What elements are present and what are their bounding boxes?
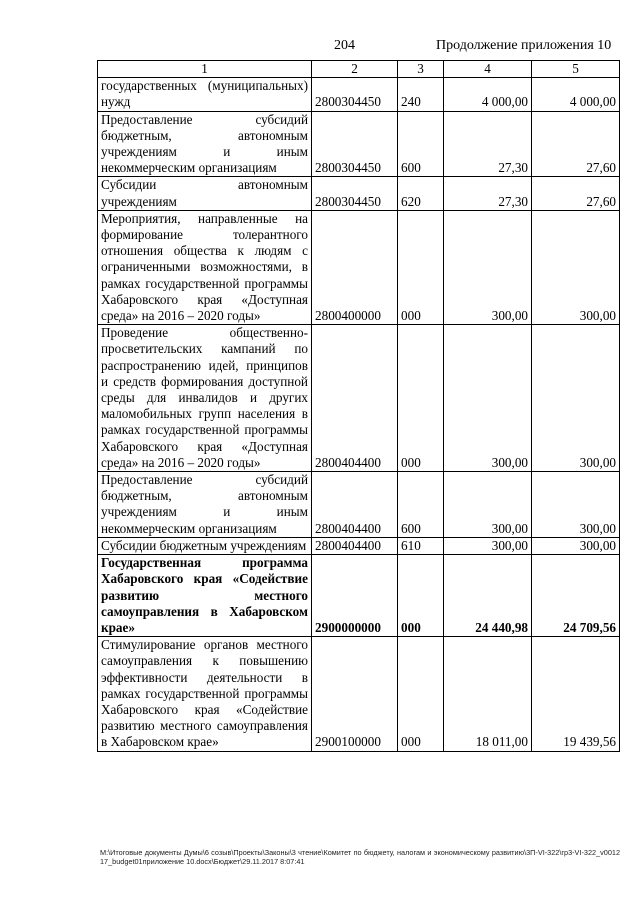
target-article-code-cell: 2800304450 <box>312 111 398 177</box>
table-header <box>98 61 620 78</box>
amount-year-2-cell: 19 439,56 <box>532 637 620 751</box>
target-article-code-cell: 2800404400 <box>312 325 398 472</box>
target-article-code-cell: 2900000000 <box>312 555 398 637</box>
column-header-3: 3 <box>398 61 444 78</box>
amount-year-2-cell: 4 000,00 <box>532 78 620 111</box>
expense-type-cell: 000 <box>398 325 444 472</box>
table-row <box>98 472 620 538</box>
amount-year-1-cell: 300,00 <box>444 210 532 324</box>
expense-type-cell: 000 <box>398 555 444 637</box>
row-name-cell: Стимулирование органов местного самоуправления к повышению эффективности деятельности в рамках государственной программы Хабаровского края «Содействие развитию местного самоуправления в Хабаровском крае» <box>98 637 312 751</box>
column-header-4: 4 <box>444 61 532 78</box>
column-header-2: 2 <box>312 61 398 78</box>
table-body <box>98 78 620 751</box>
row-name-cell: Субсидии автономным учреждениям <box>98 177 312 210</box>
column-header-5: 5 <box>532 61 620 78</box>
table-row <box>98 78 620 111</box>
amount-year-2-cell: 300,00 <box>532 537 620 554</box>
row-name-cell: Мероприятия, направленные на формирование толерантного отношения общества к людям с ограниченными возможностями, в рамках государственной программы Хабаровского края «Доступная среда» на 2016 – 2020 годы» <box>98 210 312 324</box>
amount-year-1-cell: 27,30 <box>444 177 532 210</box>
table-row <box>98 537 620 554</box>
amount-year-2-cell: 300,00 <box>532 325 620 472</box>
document-file-path: M:\Итоговые документы Думы\6 созыв\Проекты\Законы\3 чтение\Комитет по бюджету, налогам и экономическому развитию\3П-VI-322\гр3-VI-322_v001217_budget01приложение 10.docx\Бюджет\29.11.2017 8:07:41 <box>100 848 620 866</box>
expense-type-cell: 600 <box>398 111 444 177</box>
amount-year-1-cell: 24 440,98 <box>444 555 532 637</box>
table-row <box>98 111 620 177</box>
expense-type-cell: 000 <box>398 637 444 751</box>
amount-year-1-cell: 18 011,00 <box>444 637 532 751</box>
target-article-code-cell: 2800400000 <box>312 210 398 324</box>
amount-year-2-cell: 24 709,56 <box>532 555 620 637</box>
column-number-row <box>98 61 620 78</box>
table-row <box>98 177 620 210</box>
row-name-cell: Предоставление субсидий бюджетным, автономным учреждениям и иным некоммерческим организациям <box>98 111 312 177</box>
amount-year-2-cell: 300,00 <box>532 472 620 538</box>
row-name-cell: Проведение общественно-просветительских кампаний по распространению идей, принципов и средств формирования доступной среды для инвалидов и других маломобильных групп населения в рамках государственной программы Хабаровского края «Доступная среда» на 2016 – 2020 годы» <box>98 325 312 472</box>
target-article-code-cell: 2800404400 <box>312 537 398 554</box>
expense-type-cell: 600 <box>398 472 444 538</box>
expense-type-cell: 620 <box>398 177 444 210</box>
row-name-cell: Государственная программа Хабаровского края «Содействие развитию местного самоуправления в Хабаровском крае» <box>98 555 312 637</box>
table-row <box>98 210 620 324</box>
row-name-cell: государственных (муниципальных) нужд <box>98 78 312 111</box>
page-number: 204 <box>334 38 355 53</box>
target-article-code-cell: 2800304450 <box>312 78 398 111</box>
row-name-cell: Субсидии бюджетным учреждениям <box>98 537 312 554</box>
amount-year-1-cell: 300,00 <box>444 325 532 472</box>
table-row <box>98 555 620 637</box>
column-header-1: 1 <box>98 61 312 78</box>
amount-year-1-cell: 4 000,00 <box>444 78 532 111</box>
expense-type-cell: 000 <box>398 210 444 324</box>
amount-year-2-cell: 27,60 <box>532 111 620 177</box>
amount-year-2-cell: 300,00 <box>532 210 620 324</box>
expense-type-cell: 610 <box>398 537 444 554</box>
expense-type-cell: 240 <box>398 78 444 111</box>
amount-year-1-cell: 27,30 <box>444 111 532 177</box>
target-article-code-cell: 2900100000 <box>312 637 398 751</box>
target-article-code-cell: 2800404400 <box>312 472 398 538</box>
table-row <box>98 637 620 751</box>
target-article-code-cell: 2800304450 <box>312 177 398 210</box>
appendix-continuation-title: Продолжение приложения 10 <box>436 38 612 53</box>
amount-year-1-cell: 300,00 <box>444 537 532 554</box>
table-row <box>98 325 620 472</box>
budget-table <box>97 60 620 752</box>
row-name-cell: Предоставление субсидий бюджетным, автономным учреждениям и иным некоммерческим организациям <box>98 472 312 538</box>
amount-year-2-cell: 27,60 <box>532 177 620 210</box>
amount-year-1-cell: 300,00 <box>444 472 532 538</box>
